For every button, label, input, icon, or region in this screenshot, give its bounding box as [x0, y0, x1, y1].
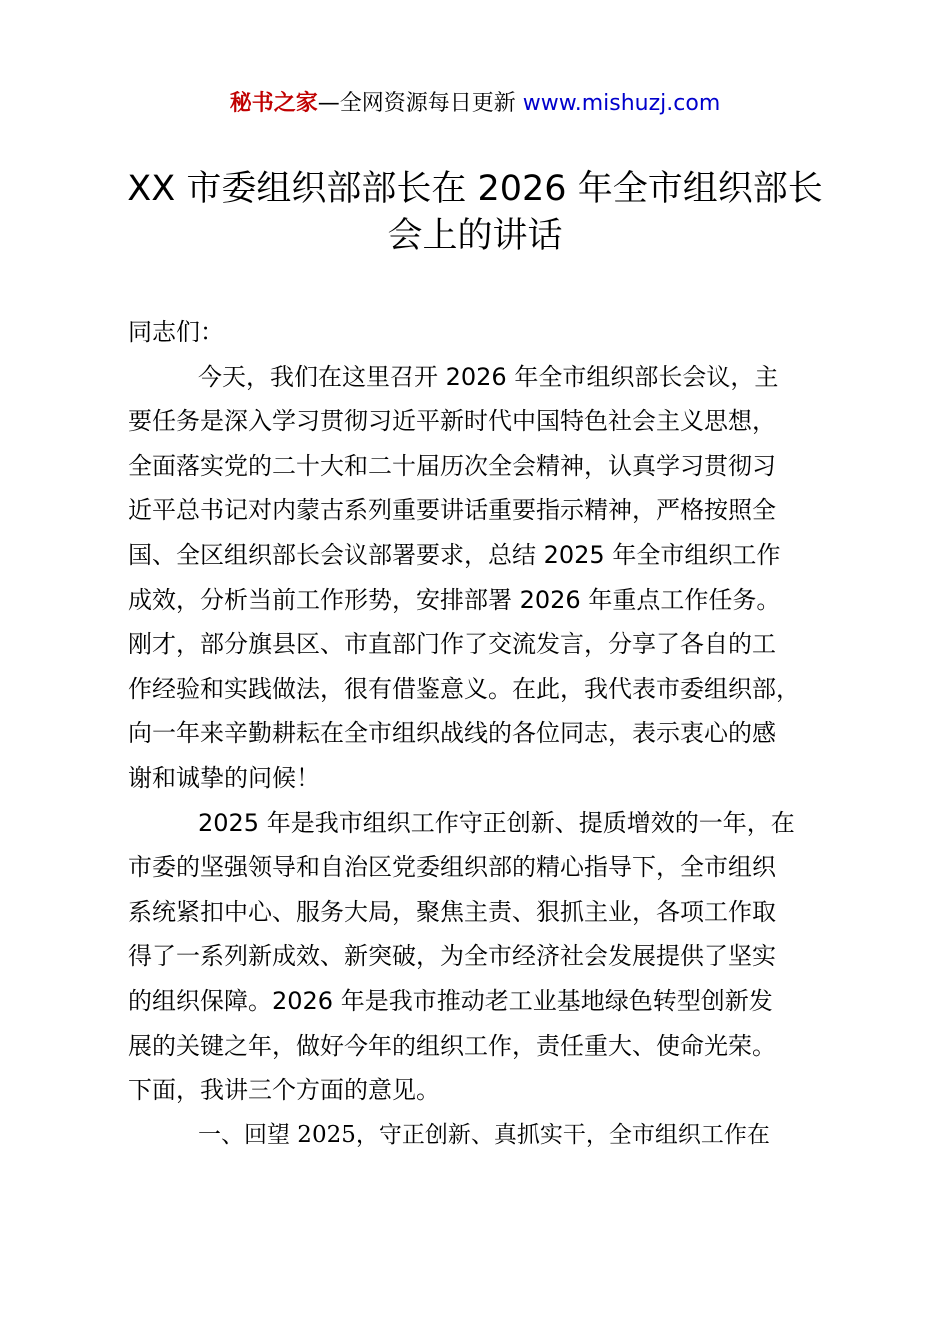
document-title-line-2: 会上的讲话 [387, 216, 563, 256]
site-brand: 秘书之家 [229, 91, 318, 116]
paragraph-2-line: 2025 年是我市组织工作守正创新、提质增效的一年，在 [198, 808, 795, 837]
section-1-heading: 一、回望 2025，守正创新、真抓实干，全市组织工作在 [198, 1121, 770, 1148]
document-title-line-1: XX 市委组织部部长在 2026 年全市组织部长 [127, 169, 823, 209]
salutation: 同志们： [128, 318, 224, 346]
paragraph-1-line: 向一年来辛勤耕耘在全市组织战线的各位同志，表示衷心的感 [128, 719, 776, 748]
paragraph-1-line: 今天，我们在这里召开 2026 年全市组织部长会议，主 [198, 362, 779, 391]
document-body [128, 310, 848, 1157]
paragraph-1-line: 国、全区组织部长会议部署要求，总结 2025 年全市组织工作 [128, 540, 781, 569]
paragraph-1-line: 要任务是深入学习贯彻习近平新时代中国特色社会主义思想， [128, 407, 776, 436]
paragraph-1-line: 近平总书记对内蒙古系列重要讲话重要指示精神，严格按照全 [128, 496, 776, 525]
paragraph-2-line: 得了一系列新成效、新突破，为全市经济社会发展提供了坚实 [128, 942, 776, 971]
paragraph-2-line: 系统紧扣中心、服务大局，聚焦主责、狠抓主业，各项工作取 [128, 897, 776, 926]
paragraph-1-line: 作经验和实践做法，很有借鉴意义。在此，我代表市委组织部， [128, 674, 800, 703]
paragraph-1-line: 全面落实党的二十大和二十届历次全会精神，认真学习贯彻习 [128, 451, 776, 480]
paragraph-2-line: 的组织保障。2026 年是我市推动老工业基地绿色转型创新发 [128, 986, 773, 1015]
paragraph-2-line: 下面，我讲三个方面的意见。 [128, 1076, 440, 1105]
document-title [100, 166, 850, 260]
site-header [0, 88, 950, 120]
paragraph-1-line: 成效，分析当前工作形势，安排部署 2026 年重点工作任务。 [128, 585, 781, 614]
paragraph-1-line: 谢和诚挚的问候！ [128, 763, 320, 792]
paragraph-2-line: 展的关键之年，做好今年的组织工作，责任重大、使命光荣。 [128, 1031, 776, 1060]
paragraph-1-line: 刚才，部分旗县区、市直部门作了交流发言，分享了各自的工 [128, 630, 776, 659]
site-url-link[interactable]: www.mishuzj.com [522, 91, 721, 116]
paragraph-2-line: 市委的坚强领导和自治区党委组织部的精心指导下，全市组织 [128, 853, 776, 882]
site-tagline: —全网资源每日更新 [317, 91, 516, 116]
